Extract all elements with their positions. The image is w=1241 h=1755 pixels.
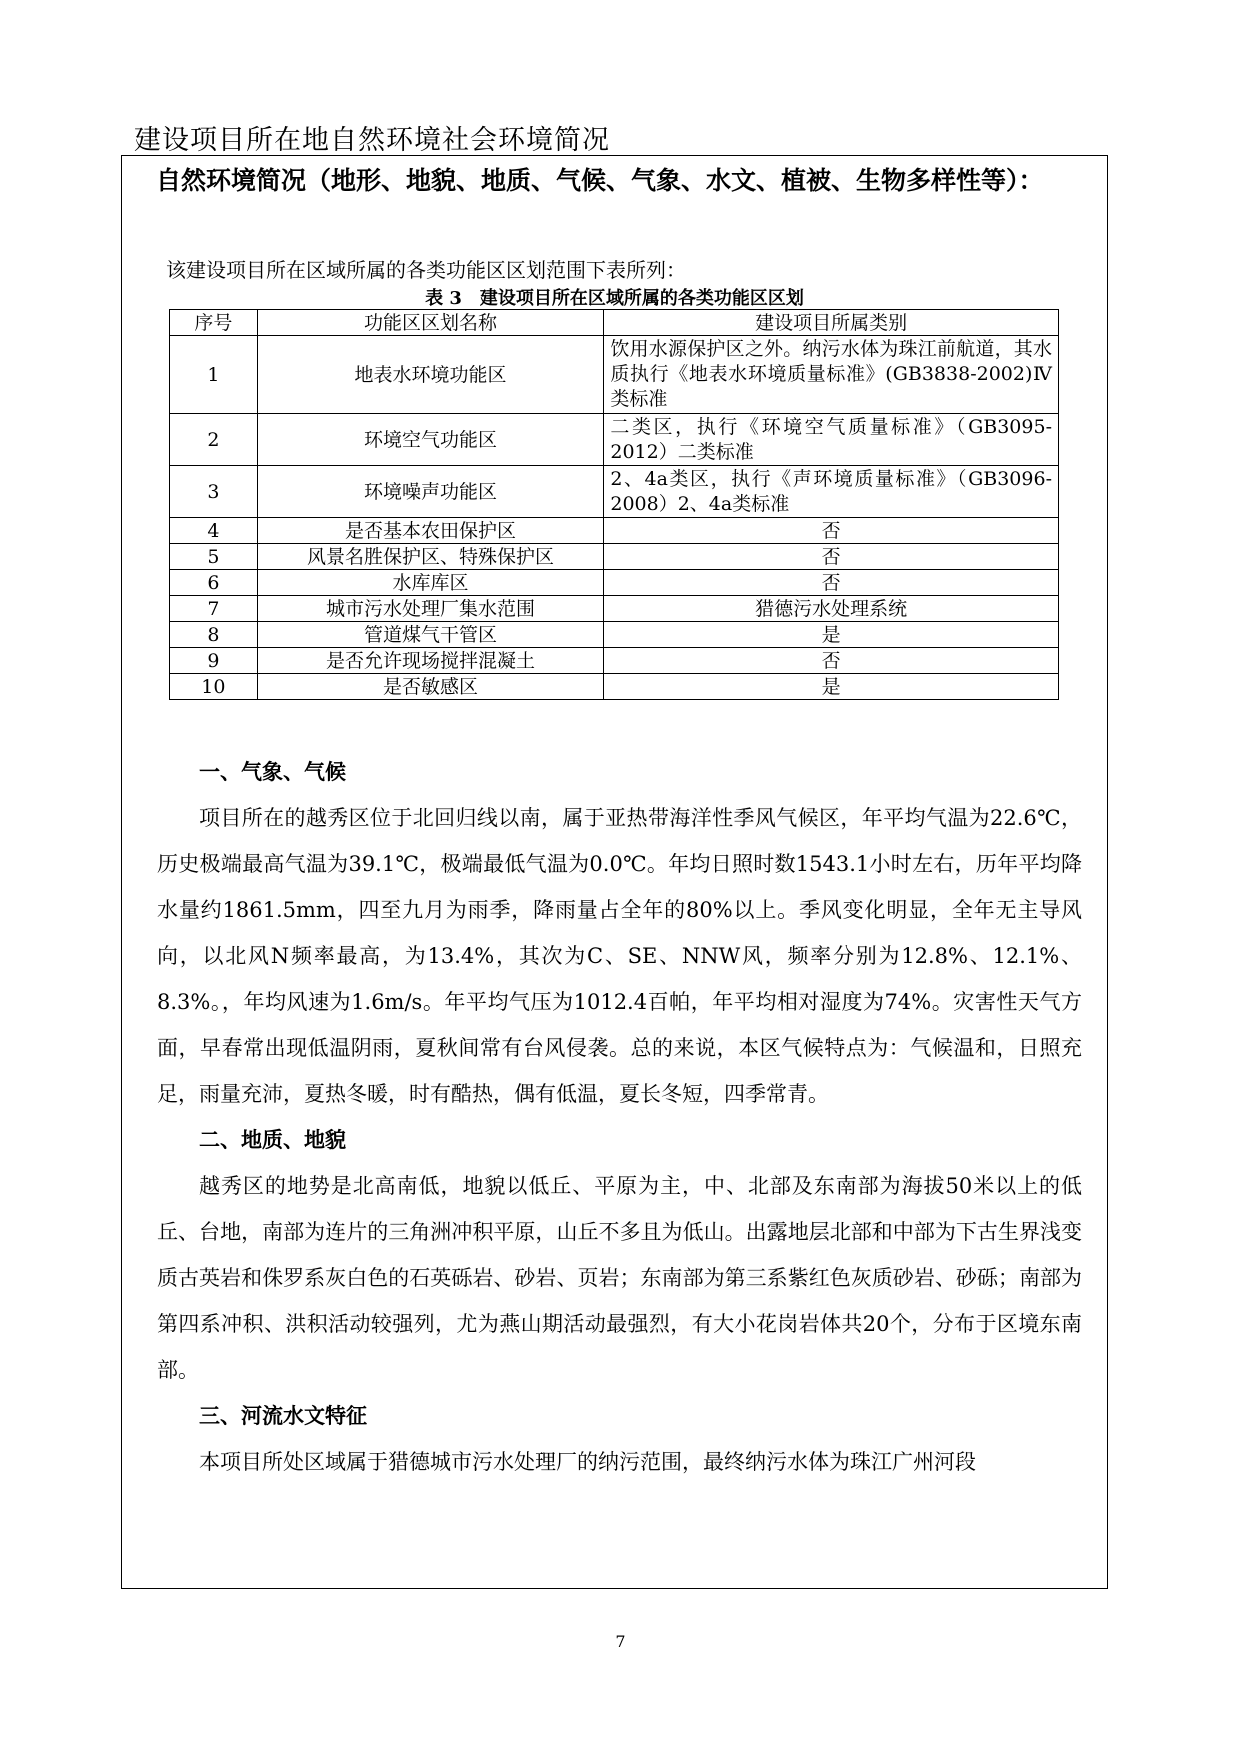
row-category: 2、4a类区，执行《声环境质量标准》（GB3096-2008）2、4a类标准 <box>604 466 1059 518</box>
geology-paragraph: 越秀区的地势是北高南低，地貌以低丘、平原为主，中、北部及东南部为海拔50米以上的低丘、台地，南部为连片的三角洲冲积平原，山丘不多且为低山。出露地层北部和中部为下古生界浅变质古英岩和侏罗系灰白色的石英砾岩、砂岩、页岩；东南部为第三系紫红色灰质砂岩、砂砾；南部为第四系冲积、洪积活动较强列，尤为燕山期活动最强烈，有大小花岗岩体共20个，分布于区境东南部。 <box>157 1174 1082 1382</box>
row-category: 否 <box>604 518 1059 544</box>
climate-paragraph: 项目所在的越秀区位于北回归线以南，属于亚热带海洋性季风气候区，年平均气温为22.6℃，历史极端最高气温为39.1℃，极端最低气温为0.0℃。年均日照时数1543.1小时左右，历年平均降水量约1861.5mm，四至九月为雨季，降雨量占全年的80%以上。季风变化明显，全年无主导风向，以北风N频率最高，为13.4%，其次为C、SE、NNW风，频率分别为12.8%、12.1%、8.3%。，年均风速为1.6m/s。年平均气压为1012.4百帕，年平均相对湿度为74%。灾害性天气方面，早春常出现低温阴雨，夏秋间常有台风侵袭。总的来说，本区气候特点为：气候温和，日照充足，雨量充沛，夏热冬暖，时有酷热，偶有低温，夏长冬短，四季常青。 <box>157 806 1082 1106</box>
table-header-row <box>170 310 1059 336</box>
column-header-name: 功能区区划名称 <box>257 310 604 336</box>
row-category: 否 <box>604 544 1059 570</box>
row-name: 是否基本农田保护区 <box>257 518 604 544</box>
intro-text: 该建设项目所在区域所属的各类功能区区划范围下表所列： <box>166 258 686 282</box>
row-name: 管道煤气干管区 <box>257 622 604 648</box>
content-frame <box>121 155 1108 1589</box>
row-no: 10 <box>170 674 258 700</box>
page-header-title: 建设项目所在地自然环境社会环境简况 <box>134 125 610 156</box>
row-name: 地表水环境功能区 <box>257 336 604 414</box>
row-no: 2 <box>170 414 258 466</box>
function-zone-table <box>169 309 1059 700</box>
table-row <box>170 466 1059 518</box>
climate-heading: 一、气象、气候 <box>199 759 346 784</box>
table-row <box>170 648 1059 674</box>
row-category: 饮用水源保护区之外。纳污水体为珠江前航道，其水质执行《地表水环境质量标准》(GB3838-2002)Ⅳ类标准 <box>604 336 1059 414</box>
column-header-category: 建设项目所属类别 <box>604 310 1059 336</box>
row-name: 风景名胜保护区、特殊保护区 <box>257 544 604 570</box>
row-no: 5 <box>170 544 258 570</box>
body-text <box>157 749 1082 1485</box>
table-row <box>170 674 1059 700</box>
row-name: 环境空气功能区 <box>257 414 604 466</box>
row-no: 8 <box>170 622 258 648</box>
row-name: 城市污水处理厂集水范围 <box>257 596 604 622</box>
table-row <box>170 622 1059 648</box>
table-caption: 表 3 建设项目所在区域所属的各类功能区区划 <box>425 288 804 309</box>
row-name: 是否敏感区 <box>257 674 604 700</box>
section-heading: 自然环境简况（地形、地貌、地质、气候、气象、水文、植被、生物多样性等）： <box>156 166 1044 195</box>
row-no: 7 <box>170 596 258 622</box>
row-no: 9 <box>170 648 258 674</box>
row-no: 3 <box>170 466 258 518</box>
row-name: 水库库区 <box>257 570 604 596</box>
hydrology-paragraph: 本项目所处区域属于猎德城市污水处理厂的纳污范围，最终纳污水体为珠江广州河段 <box>199 1450 976 1474</box>
hydrology-heading: 三、河流水文特征 <box>199 1403 367 1428</box>
page-number: 7 <box>615 1632 626 1651</box>
row-category: 否 <box>604 648 1059 674</box>
table-row <box>170 570 1059 596</box>
table-row <box>170 544 1059 570</box>
table-row <box>170 336 1059 414</box>
row-category: 是 <box>604 674 1059 700</box>
row-no: 6 <box>170 570 258 596</box>
row-category: 二类区，执行《环境空气质量标准》（GB3095-2012）二类标准 <box>604 414 1059 466</box>
geology-heading: 二、地质、地貌 <box>199 1127 346 1152</box>
row-no: 1 <box>170 336 258 414</box>
row-category: 猎德污水处理系统 <box>604 596 1059 622</box>
row-category: 是 <box>604 622 1059 648</box>
table-row <box>170 518 1059 544</box>
row-no: 4 <box>170 518 258 544</box>
table-row <box>170 596 1059 622</box>
row-category: 否 <box>604 570 1059 596</box>
row-name: 是否允许现场搅拌混凝土 <box>257 648 604 674</box>
row-name: 环境噪声功能区 <box>257 466 604 518</box>
column-header-no: 序号 <box>170 310 258 336</box>
table-row <box>170 414 1059 466</box>
